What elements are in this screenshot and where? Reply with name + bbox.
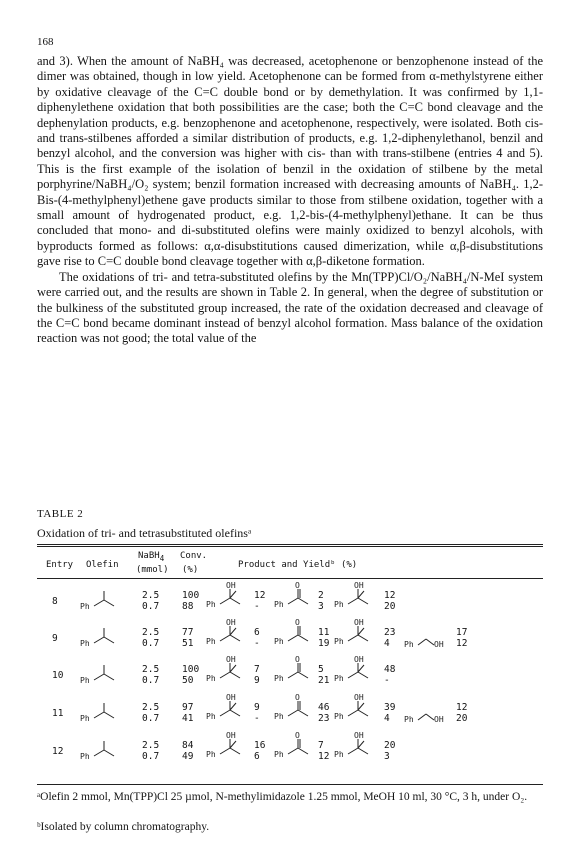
table-caption: Oxidation of tri- and tetrasubstituted olefinsᵃ bbox=[37, 526, 252, 540]
cell-nabh4-high: 2.5 bbox=[142, 702, 160, 713]
bond-line bbox=[298, 635, 308, 641]
cell-yield-4-high: 17 bbox=[456, 627, 468, 638]
bond-line bbox=[230, 598, 240, 604]
alcohol-product-structure bbox=[206, 656, 250, 688]
olefin-structure bbox=[80, 623, 124, 653]
header-entry: Entry bbox=[46, 560, 74, 570]
cell-entry: 12 bbox=[52, 746, 64, 757]
bond-line bbox=[230, 665, 236, 672]
cell-yield-3-high: 39 bbox=[384, 702, 396, 713]
cell-yield-2-high: 11 bbox=[318, 627, 330, 638]
bond-line bbox=[288, 748, 298, 754]
atom-label: Ph bbox=[404, 715, 414, 724]
cell-nabh4-low: 0.7 bbox=[142, 638, 160, 649]
cell-conv-high: 100 bbox=[182, 664, 200, 675]
atom-label: Ph bbox=[274, 712, 284, 721]
header-conv-unit: (%) bbox=[182, 565, 199, 575]
bond-line bbox=[288, 672, 298, 678]
cell-yield-3-high: 12 bbox=[384, 590, 396, 601]
atom-label: Ph bbox=[274, 637, 284, 646]
atom-label: Ph bbox=[274, 750, 284, 759]
cell-yield-4-low: 20 bbox=[456, 713, 468, 724]
bond-line bbox=[358, 591, 364, 598]
cell-yield-1-low: 6 bbox=[254, 751, 260, 762]
bond-line bbox=[94, 637, 104, 643]
bond-line bbox=[220, 710, 230, 716]
cell-yield-3-low: 3 bbox=[384, 751, 390, 762]
header-nabh4-unit: (mmol) bbox=[136, 565, 169, 575]
atom-label: Ph bbox=[206, 637, 216, 646]
cell-conv-low: 50 bbox=[182, 675, 194, 686]
olefin-structure bbox=[80, 660, 124, 690]
bond-line bbox=[348, 710, 358, 716]
header-nabh4-label: NaBH bbox=[138, 551, 160, 561]
atom-label: O bbox=[295, 694, 300, 702]
bond-line bbox=[94, 750, 104, 756]
bond-line bbox=[104, 600, 114, 606]
bond-line bbox=[104, 750, 114, 756]
atom-label: OH bbox=[226, 694, 236, 702]
atom-label: Ph bbox=[404, 640, 414, 649]
cell-nabh4-low: 0.7 bbox=[142, 751, 160, 762]
cell-nabh4-high: 2.5 bbox=[142, 627, 160, 638]
cell-conv-high: 100 bbox=[182, 590, 200, 601]
atom-label: Ph bbox=[334, 674, 344, 683]
cell-entry: 9 bbox=[52, 633, 58, 644]
atom-label: OH bbox=[354, 656, 364, 664]
cell-yield-2-high: 46 bbox=[318, 702, 330, 713]
cell-yield-2-low: 21 bbox=[318, 675, 330, 686]
cell-yield-3-low: - bbox=[384, 675, 390, 686]
atom-label: OH bbox=[226, 619, 236, 627]
atom-label: OH bbox=[354, 619, 364, 627]
cell-conv-high: 84 bbox=[182, 740, 194, 751]
cleavage-product-structure bbox=[334, 732, 378, 764]
header-product: Product and Yieldᵇ (%) bbox=[238, 560, 358, 570]
bond-line bbox=[230, 710, 240, 716]
cell-yield-1-high: 7 bbox=[254, 664, 260, 675]
cell-yield-3-high: 20 bbox=[384, 740, 396, 751]
bond-line bbox=[288, 710, 298, 716]
atom-label: Ph bbox=[206, 600, 216, 609]
bond-line bbox=[94, 712, 104, 718]
cell-yield-3-low: 4 bbox=[384, 638, 390, 649]
atom-label: Ph bbox=[334, 712, 344, 721]
cell-yield-2-high: 7 bbox=[318, 740, 324, 751]
atom-label: OH bbox=[226, 582, 236, 590]
bond-line bbox=[230, 628, 236, 635]
bond-line bbox=[288, 635, 298, 641]
cell-entry: 11 bbox=[52, 708, 64, 719]
atom-label: OH bbox=[354, 694, 364, 702]
atom-label: OH bbox=[354, 732, 364, 740]
ketone-product-structure bbox=[274, 732, 318, 764]
bond-line bbox=[348, 748, 358, 754]
table-caption-block bbox=[37, 508, 543, 541]
cell-yield-1-low: - bbox=[254, 713, 260, 724]
paragraph-1: and 3). When the amount of NaBH₄ was decreased, acetophenone or benzophenone instead of the dimer was obtained, though in low yield. Acetophenone can be formed from α-methylstyrene either by oxidative cleavage of the C=C double bond or by demethylation. It was confirmed by 1,1-diphenylethene oxidation that both possibilities are the case; both the C=C bond cleavage and the dephenylation products, e.g. benzophenone and acetophenone, respectively, were isolated. Both cis- and trans-stilbenes afforded a similar distribution of products, e.g. 1,2-diphenylethanol, benzil and benzyl alcohol, and the conversion was higher with cis- than with trans-stilbene (entries 4 and 5). This is the first example of the isolation of benzil in the oxidation of stilbene by the metal porphyrine/NaBH₄/O₂ system; benzil formation increased with decreasing amounts of NaBH₄. 1,2-Bis-(4-methylphenyl)ethene gave products similar to those from stilbene oxidation, together with a small amount of hydrogenated product, e.g. 1,2-bis-(4-methylphenyl)ethane. It can be thus concluded that mono- and di-substituted olefins were mainly oxidized to benzyl alcohols, with byproducts formed as follows: α,α-disubstitutions caused dimerization, while α,β-disubstitutions gave rise to C=C double bond cleavage together with α,β-diketone formation. bbox=[37, 54, 543, 269]
cell-yield-2-low: 3 bbox=[318, 601, 324, 612]
alcohol-product-structure bbox=[206, 732, 250, 764]
cell-nabh4-low: 0.7 bbox=[142, 675, 160, 686]
cell-nabh4-low: 0.7 bbox=[142, 713, 160, 724]
bond-line bbox=[230, 748, 240, 754]
cell-yield-1-low: 9 bbox=[254, 675, 260, 686]
page-number: 168 bbox=[37, 36, 54, 48]
bond-line bbox=[426, 714, 434, 720]
bond-line bbox=[288, 598, 298, 604]
atom-label: Ph bbox=[80, 714, 90, 723]
alcohol-product-structure bbox=[206, 619, 250, 651]
cleavage-product-structure bbox=[334, 694, 378, 726]
bond-line bbox=[220, 635, 230, 641]
atom-label: Ph bbox=[334, 600, 344, 609]
atom-label: Ph bbox=[274, 600, 284, 609]
bond-line bbox=[348, 672, 358, 678]
bond-line bbox=[348, 598, 358, 604]
bond-line bbox=[220, 598, 230, 604]
table-top-rule bbox=[37, 544, 543, 545]
cell-yield-1-high: 16 bbox=[254, 740, 266, 751]
atom-label: O bbox=[295, 619, 300, 627]
cell-yield-3-high: 48 bbox=[384, 664, 396, 675]
bond-line bbox=[298, 598, 308, 604]
header-nabh4 bbox=[138, 551, 164, 564]
bond-line bbox=[358, 672, 368, 678]
atom-label: OH bbox=[226, 656, 236, 664]
atom-label: Ph bbox=[274, 674, 284, 683]
cell-conv-low: 41 bbox=[182, 713, 194, 724]
cell-conv-low: 49 bbox=[182, 751, 194, 762]
bond-line bbox=[358, 598, 368, 604]
cell-yield-1-low: - bbox=[254, 601, 260, 612]
bond-line bbox=[348, 635, 358, 641]
atom-label: O bbox=[295, 656, 300, 664]
cell-yield-2-low: 12 bbox=[318, 751, 330, 762]
olefin-structure bbox=[80, 586, 124, 616]
bond-line bbox=[230, 635, 240, 641]
paragraph-2: The oxidations of tri- and tetra-substituted olefins by the Mn(TPP)Cl/O₂/NaBH₄/N-MeI system were carried out, and the results are shown in Table 2. In general, when the degree of substitution or the bulkiness of the substituted group increased, the rate of the oxidation decreased and cleavage of the C=C bond became dominant instead of benzyl alcohol formation. Mass balance of the oxidation reaction was not good; the total value of the bbox=[37, 269, 543, 346]
bond-line bbox=[298, 748, 308, 754]
atom-label: OH bbox=[226, 732, 236, 740]
cell-nabh4-high: 2.5 bbox=[142, 664, 160, 675]
bond-line bbox=[230, 672, 240, 678]
ketone-product-structure bbox=[274, 656, 318, 688]
cell-entry: 8 bbox=[52, 596, 58, 607]
bond-line bbox=[94, 674, 104, 680]
cell-yield-2-low: 19 bbox=[318, 638, 330, 649]
table-top-rule-2 bbox=[37, 546, 543, 547]
olefin-structure bbox=[80, 736, 124, 766]
cell-entry: 10 bbox=[52, 670, 64, 681]
bond-line bbox=[358, 710, 368, 716]
atom-label: O bbox=[295, 582, 300, 590]
bond-line bbox=[418, 714, 426, 720]
atom-label: OH bbox=[434, 640, 444, 649]
cell-yield-2-low: 23 bbox=[318, 713, 330, 724]
cell-yield-1-high: 6 bbox=[254, 627, 260, 638]
cell-yield-3-low: 20 bbox=[384, 601, 396, 612]
footnote-b: ᵇIsolated by column chromatography. bbox=[37, 821, 210, 833]
ketone-product-structure bbox=[274, 582, 318, 614]
bond-line bbox=[358, 628, 364, 635]
bond-line bbox=[104, 712, 114, 718]
bond-line bbox=[358, 665, 364, 672]
cell-yield-4-low: 12 bbox=[456, 638, 468, 649]
atom-label: Ph bbox=[80, 752, 90, 761]
header-nabh4-sub: 4 bbox=[159, 553, 165, 563]
cell-yield-3-low: 4 bbox=[384, 713, 390, 724]
cleavage-product-structure bbox=[334, 582, 378, 614]
cleavage-product-structure bbox=[334, 619, 378, 651]
cleavage-product-structure bbox=[334, 656, 378, 688]
atom-label: Ph bbox=[206, 712, 216, 721]
cell-nabh4-low: 0.7 bbox=[142, 601, 160, 612]
bond-line bbox=[358, 748, 368, 754]
bond-line bbox=[358, 703, 364, 710]
bond-line bbox=[220, 672, 230, 678]
table-bottom-rule bbox=[37, 784, 543, 785]
body-text bbox=[37, 54, 543, 347]
cell-conv-low: 51 bbox=[182, 638, 194, 649]
cell-yield-1-low: - bbox=[254, 638, 260, 649]
atom-label: Ph bbox=[80, 602, 90, 611]
cell-conv-high: 77 bbox=[182, 627, 194, 638]
atom-label: Ph bbox=[206, 674, 216, 683]
cell-yield-2-high: 2 bbox=[318, 590, 324, 601]
atom-label: OH bbox=[434, 715, 444, 724]
bond-line bbox=[358, 635, 368, 641]
bond-line bbox=[104, 674, 114, 680]
atom-label: Ph bbox=[206, 750, 216, 759]
atom-label: O bbox=[295, 732, 300, 740]
alcohol-product-structure bbox=[206, 694, 250, 726]
bond-line bbox=[298, 710, 308, 716]
bond-line bbox=[418, 639, 426, 645]
cell-conv-high: 97 bbox=[182, 702, 194, 713]
benzyl-alcohol-structure bbox=[404, 700, 450, 726]
footnote-a: ᵃOlefin 2 mmol, Mn(TPP)Cl 25 µmol, N-methylimidazole 1.25 mmol, MeOH 10 ml, 30 °C, 3 h, under O₂. bbox=[37, 791, 528, 803]
bond-line bbox=[358, 741, 364, 748]
ketone-product-structure bbox=[274, 619, 318, 651]
cell-yield-2-high: 5 bbox=[318, 664, 324, 675]
atom-label: Ph bbox=[80, 639, 90, 648]
bond-line bbox=[230, 703, 236, 710]
bond-line bbox=[104, 637, 114, 643]
alcohol-product-structure bbox=[206, 582, 250, 614]
olefin-structure bbox=[80, 698, 124, 728]
cell-nabh4-high: 2.5 bbox=[142, 590, 160, 601]
cell-nabh4-high: 2.5 bbox=[142, 740, 160, 751]
ketone-product-structure bbox=[274, 694, 318, 726]
atom-label: Ph bbox=[80, 676, 90, 685]
bond-line bbox=[230, 741, 236, 748]
atom-label: Ph bbox=[334, 750, 344, 759]
header-olefin: Olefin bbox=[86, 560, 119, 570]
bond-line bbox=[220, 748, 230, 754]
cell-yield-1-high: 12 bbox=[254, 590, 266, 601]
cell-yield-1-high: 9 bbox=[254, 702, 260, 713]
table-header-rule bbox=[37, 578, 543, 579]
cell-conv-low: 88 bbox=[182, 601, 194, 612]
bond-line bbox=[426, 639, 434, 645]
cell-yield-3-high: 23 bbox=[384, 627, 396, 638]
bond-line bbox=[94, 600, 104, 606]
table-label: TABLE 2 bbox=[37, 508, 84, 520]
benzyl-alcohol-structure bbox=[404, 625, 450, 651]
bond-line bbox=[230, 591, 236, 598]
bond-line bbox=[298, 672, 308, 678]
cell-yield-4-high: 12 bbox=[456, 702, 468, 713]
atom-label: Ph bbox=[334, 637, 344, 646]
atom-label: OH bbox=[354, 582, 364, 590]
header-conv: Conv. bbox=[180, 551, 208, 561]
